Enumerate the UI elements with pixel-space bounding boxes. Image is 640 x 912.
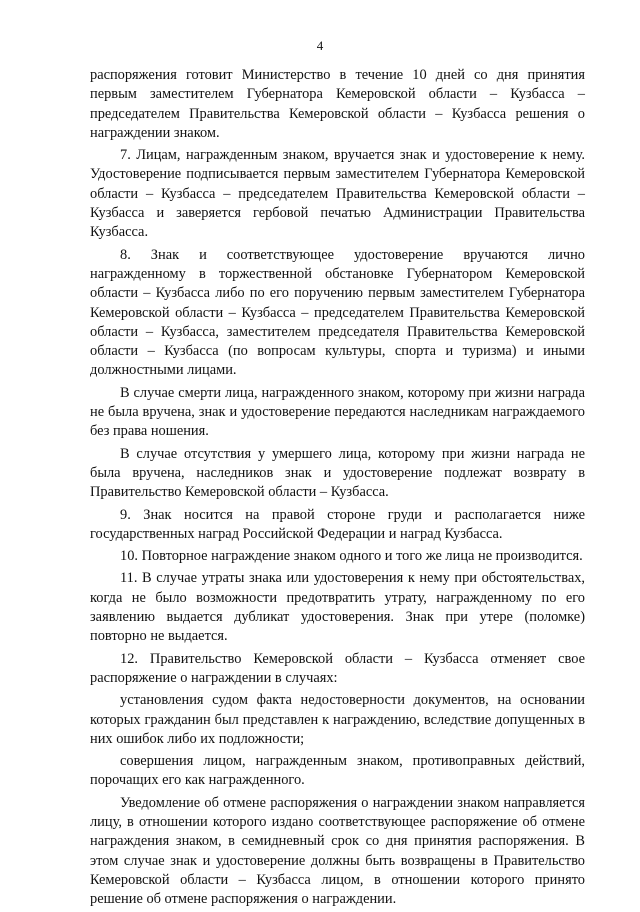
paragraph-notification: Уведомление об отмене распоряжения о награждении знаком направляется лицу, в отношении которого издано соответствующее распоряжение об отмене награждения знаком, в семидневный срок со дня принятия распоряжения. В этом случае знак и удостоверение должны быть возвращены в Правительство Кемеровской области – Кузбасса лицом, в отношении которого принято решение об отмене распоряжения о награждении. xyxy=(90,794,585,908)
page-number: 4 xyxy=(316,38,324,53)
paragraph-case-illegal: совершения лицом, награжденным знаком, противоправных действий, порочащих его как награжденного. xyxy=(90,753,585,789)
paragraph-item-10: 10. Повторное награждение знаком одного и того же лица не производится. xyxy=(120,548,583,565)
document-body xyxy=(90,66,585,912)
paragraph-item-12: 12. Правительство Кемеровской области – Кузбасса отменяет свое распоряжение о награждении в случаях: xyxy=(90,650,585,686)
paragraph-item-9: 9. Знак носится на правой стороне груди и располагается ниже государственных наград Российской Федерации и наград Кузбасса. xyxy=(90,506,585,542)
paragraph-item-8: 8. Знак и соответствующее удостоверение вручаются лично награжденному в торжественной обстановке Губернатором Кемеровской области – Кузбасса либо по его поручению первым заместителем Губернатора Кемеровской области – Кузбасса – председателем Правительства Кемеровской области – Кузбасса, заместителем председателя Правительства Кемеровской области – Кузбасса (по вопросам культуры, спорта и туризма) и иными должностными лицами. xyxy=(90,246,585,379)
paragraph-no-heirs: В случае отсутствия у умершего лица, которому при жизни награда не была вручена, наследников знак и удостоверение подлежат возврату в Правительство Кемеровской области – Кузбасса. xyxy=(90,445,585,501)
paragraph-case-court: установления судом факта недостоверности документов, на основании которых гражданин был представлен к награждению, вследствие допущенных в них ошибок либо их подложности; xyxy=(90,692,585,747)
paragraph-item-7: 7. Лицам, награжденным знаком, вручается знак и удостоверение к нему. Удостоверение подписывается первым заместителем Губернатора Кемеровской области – Кузбасса – председателем Правительства Кемеровской области – Кузбасса и заверяется гербовой печатью Администрации Правительства Кузбасса. xyxy=(90,147,585,241)
paragraph-item-11: 11. В случае утраты знака или удостоверения к нему при обстоятельствах, когда не было возможности предотвратить утрату, награжденному по его заявлению выдается дубликат удостоверения. Знак при утере (поломке) повторно не выдается. xyxy=(90,570,585,645)
paragraph-continuation: распоряжения готовит Министерство в течение 10 дней со дня принятия первым заместителем Губернатора Кемеровской области – Кузбасса – председателем Правительства Кемеровской области – Кузбасса решения о награждении знаком. xyxy=(90,67,585,141)
paragraph-death-case: В случае смерти лица, награжденного знаком, которому при жизни награда не была вручена, знак и удостоверение передаются наследникам награждаемого без права ношения. xyxy=(90,384,585,440)
